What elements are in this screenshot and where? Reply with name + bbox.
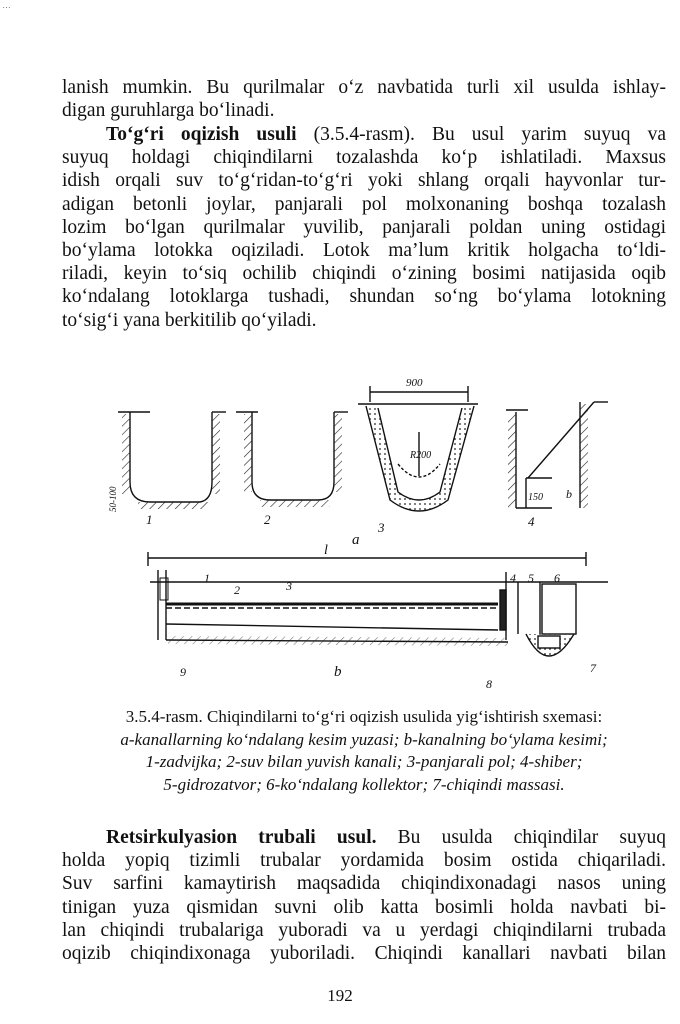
label-dim-150: 150 [528,492,543,503]
corner-mark: … [2,0,11,10]
label-b-9: 9 [180,665,186,679]
text-line: lan chiqindi trubalariga yuboradi va u yerdagi chiqindilarni trubada [62,919,666,941]
text-line: oqizib chiqindixonaga yuboriladi. Chiqindi kanallari navbati bilan [62,943,666,965]
text-line: holda yopiq tizimli trubalar yordamida bosim ostida chiqariladi. [62,850,666,872]
figure-caption [62,706,666,796]
label-b-small: b [566,487,572,501]
text-line: lozim bo‘lgan qurilmalar yuvilib, panjarali poldan uning ostidagi [62,216,666,238]
label-length: l [324,543,328,558]
label-b-8: 8 [486,677,492,691]
label-b-4: 4 [510,571,516,585]
caption-legend-line: 1-zadvijka; 2-suv bilan yuvish kanali; 3-panjarali pol; 4-shiber; [145,752,583,771]
text-line: to‘sig‘i yana berkitilib qo‘yiladi. [62,309,317,331]
text-line: riladi, keyin to‘siq ochilib chiqindi o‘zining bosimi natijasida oqib [62,263,666,285]
cross-section-3 [358,386,478,511]
caption-legend-line: a-kanallarning ko‘ndalang kesim yuzasi; b-kanalning bo‘ylama kesimi; [120,729,608,749]
schematic-drawing [108,372,618,702]
text-line [62,826,666,849]
figure-channel-schematic [108,372,618,702]
label-b-7: 7 [590,661,596,675]
label-section-1: 1 [146,512,153,527]
label-b-6: 6 [554,571,560,585]
label-b-3: 3 [286,579,292,593]
cross-section-4 [506,402,608,508]
section-heading: To‘g‘ri oqizish usuli [106,124,297,145]
longitudinal-section [148,552,608,656]
cross-section-2 [236,412,348,507]
page-number: 192 [327,986,353,1005]
heading-rest: Bu usulda chiqindilar suyuq [376,827,666,848]
label-part-b: b [334,664,342,680]
label-section-2: 2 [264,512,271,527]
label-part-a: a [352,532,360,548]
text-line: suyuq holdagi chiqindilarni tozalashda ko‘p ishlatiladi. Maxsus [62,147,666,169]
text-line: adigan betonli joylar, panjarali pol molxonaning boshqa tozalash [62,193,666,215]
text-line: digan guruhlarga bo‘linadi. [62,100,275,122]
cross-section-1 [118,412,226,509]
label-dim-900: 900 [406,377,423,389]
paragraph-intro [62,76,666,122]
paragraph-direct-flow [62,123,666,332]
text-line: Suv sarfini kamaytirish maqsadida chiqindixonadagi nasos uning [62,873,666,895]
text-line: lanish mumkin. Bu qurilmalar o‘z navbatida turli xil usulda ishlay- [62,77,666,98]
label-b-5: 5 [528,571,534,585]
label-section-4: 4 [528,514,535,529]
section-heading: Retsirkulyasion trubali usul. [106,827,377,848]
label-side-dim: 50-100 [108,486,118,512]
caption-title: 3.5.4-rasm. Chiqindilarni to‘g‘ri oqizish usulida yig‘ishtirish sxemasi: [125,707,603,726]
text-line [62,123,666,146]
paragraph-recirculation [62,826,666,965]
text-line: idish orqali suv to‘g‘ridan-to‘g‘ri yoki shlang orqali hayvonlar tur- [62,170,666,192]
caption-legend-line: 5-gidrozatvor; 6-ko‘ndalang kollektor; 7-chiqindi massasi. [163,774,565,794]
label-section-3: 3 [378,520,385,535]
label-b-1: 1 [204,571,210,585]
label-b-2: 2 [234,583,240,597]
heading-rest: (3.5.4-rasm). Bu usul yarim suyuq va [296,124,666,145]
text-line: bo‘ylama lotokka oqiziladi. Lotok ma’lum kritik holgacha to‘ldi- [62,240,666,262]
text-line: tinigan yuza qismidan suvni olib katta bosimli holda navbati bi- [62,896,666,918]
text-line: ko‘ndalang lotoklarga tushadi, shundan so‘ng bo‘ylama lotokning [62,286,666,308]
label-radius: R200 [410,450,432,461]
